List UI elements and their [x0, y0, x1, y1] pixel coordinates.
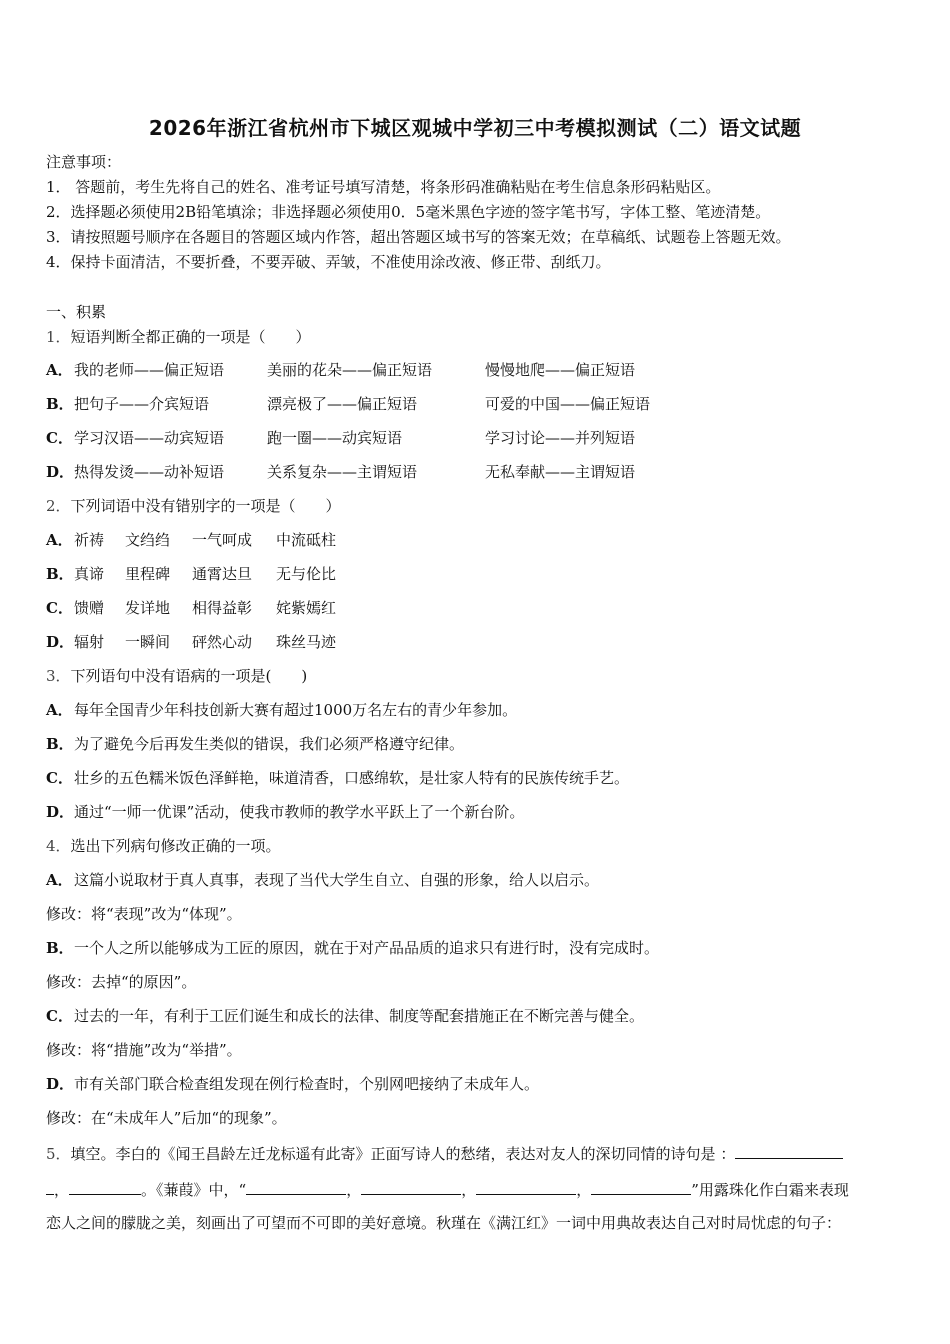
- punctuation: ，: [54, 1181, 70, 1199]
- option-c: [46, 1006, 644, 1026]
- option-part: 可爱的中国——偏正短语: [485, 395, 651, 413]
- option-b: [46, 394, 74, 414]
- notice-heading: 注意事项：: [46, 153, 122, 171]
- option-label: D．: [46, 803, 75, 821]
- page-title: 2026年浙江省杭州市下城区观城中学初三中考模拟测试（二）语文试题: [148, 116, 802, 140]
- option-part: 辐射: [74, 633, 105, 651]
- notice-item: 3．请按照题号顺序在各题目的答题区域内作答，超出答题区域书写的答案无效；在草稿纸、试题卷上答题无效。: [46, 228, 791, 246]
- punctuation: ，: [346, 1181, 362, 1199]
- question-1: [46, 327, 311, 347]
- answer-blank[interactable]: [246, 1178, 346, 1195]
- option-label: A．: [46, 531, 73, 549]
- option-b: [46, 938, 659, 958]
- option-d: [46, 462, 74, 482]
- option-part: 热得发烫——动补短语: [74, 463, 225, 481]
- option-part: 相得益彰: [192, 599, 253, 617]
- question-5: [46, 1142, 843, 1164]
- option-label: A．: [46, 871, 73, 889]
- option-part: 我的老师——偏正短语: [74, 361, 225, 379]
- question-stem: 短语判断全都正确的一项是（ ）: [70, 328, 311, 346]
- question-2: [46, 496, 341, 516]
- question-number: 2．: [46, 497, 71, 515]
- notice-item: 2．选择题必须使用2B铅笔填涂；非选择题必须使用0．5毫米黑色字迹的签字笔书写，字体工整、笔迹清楚。: [46, 203, 771, 221]
- option-c: [46, 768, 629, 788]
- option-part: 馈赠: [74, 599, 105, 617]
- option-a: [46, 700, 517, 720]
- notice-item: 4．保持卡面清洁，不要折叠，不要弄破、弄皱，不准使用涂改液、修正带、刮纸刀。: [46, 253, 611, 271]
- question-number: 5．: [46, 1145, 71, 1163]
- question-text: 。《蒹葭》中，“: [141, 1181, 247, 1199]
- option-fix: 修改：将“措施”改为“举措”。: [46, 1041, 242, 1059]
- option-d: [46, 802, 524, 822]
- option-part: 发详地: [125, 599, 171, 617]
- question-stem: 填空。李白的《闻王昌龄左迁龙标遥有此寄》正面写诗人的愁绪，表达对友人的深切同情的诗句是 ：: [70, 1145, 736, 1163]
- answer-blank[interactable]: [46, 1178, 54, 1195]
- question-3: [46, 666, 307, 686]
- option-label: D．: [46, 633, 75, 651]
- option-text: 过去的一年，有利于工匠们诞生和成长的法律、制度等配套措施正在不断完善与健全。: [74, 1007, 645, 1025]
- option-d: [46, 1074, 539, 1094]
- option-b: [46, 734, 464, 754]
- question-text: ”用露珠化作白霜来表现: [691, 1181, 849, 1199]
- question-number: 4．: [46, 837, 71, 855]
- notice-item: 1． 答题前，考生先将自己的姓名、准考证号填写清楚，将条形码准确粘贴在考生信息条形码粘贴区。: [46, 178, 721, 196]
- option-part: 跑一圈——动宾短语: [267, 429, 403, 447]
- section-heading: 一、积累: [46, 303, 107, 321]
- option-label: C．: [46, 429, 73, 447]
- option-text: 壮乡的五色糯米饭色泽鲜艳，味道清香，口感绵软，是壮家人特有的民族传统手艺。: [74, 769, 630, 787]
- option-label: B．: [46, 565, 74, 583]
- option-a: [46, 870, 599, 890]
- option-label: C．: [46, 769, 73, 787]
- option-part: 把句子——介宾短语: [74, 395, 210, 413]
- option-b: [46, 564, 74, 584]
- option-part: 里程碑: [125, 565, 171, 583]
- option-text: 为了避免今后再发生类似的错误，我们必须严格遵守纪律。: [74, 735, 465, 753]
- option-label: B．: [46, 735, 74, 753]
- answer-blank[interactable]: [591, 1178, 691, 1195]
- option-label: B．: [46, 395, 74, 413]
- question-stem: 选出下列病句修改正确的一项。: [70, 837, 281, 855]
- option-part: 学习讨论——并列短语: [485, 429, 636, 447]
- option-label: B．: [46, 939, 74, 957]
- answer-blank[interactable]: [476, 1178, 576, 1195]
- option-part: 文绉绉: [125, 531, 171, 549]
- question-stem: 下列词语中没有错别字的一项是（ ）: [70, 497, 341, 515]
- question-number: 3．: [46, 667, 71, 685]
- option-text: 一个人之所以能够成为工匠的原因，就在于对产品品质的追求只有进行时，没有完成时。: [74, 939, 660, 957]
- punctuation: ，: [576, 1181, 592, 1199]
- option-part: 珠丝马迹: [276, 633, 337, 651]
- option-part: 一气呵成: [192, 531, 253, 549]
- option-text: 市有关部门联合检查组发现在例行检查时，个别网吧接纳了未成年人。: [74, 1075, 540, 1093]
- option-part: 姹紫嫣红: [276, 599, 337, 617]
- question-stem: 下列语句中没有语病的一项是( ): [70, 667, 308, 685]
- option-label: C．: [46, 1007, 73, 1025]
- option-part: 中流砥柱: [276, 531, 337, 549]
- option-part: 祈祷: [74, 531, 105, 549]
- option-label: D．: [46, 1075, 75, 1093]
- option-label: C．: [46, 599, 73, 617]
- option-fix: 修改：将“表现”改为“体现”。: [46, 905, 242, 923]
- option-fix: 修改：去掉“的原因”。: [46, 973, 197, 991]
- option-text: 这篇小说取材于真人真事，表现了当代大学生自立、自强的形象，给人以启示。: [74, 871, 600, 889]
- punctuation: ，: [461, 1181, 477, 1199]
- option-part: 通霄达旦: [192, 565, 253, 583]
- question-4: [46, 836, 281, 856]
- option-a: [46, 530, 74, 550]
- question-5-line-2: [46, 1178, 849, 1200]
- option-label: A．: [46, 701, 73, 719]
- option-part: 漂亮极了——偏正短语: [267, 395, 418, 413]
- option-part: 真谛: [74, 565, 105, 583]
- option-label: A．: [46, 361, 73, 379]
- option-label: D．: [46, 463, 75, 481]
- option-part: 慢慢地爬——偏正短语: [485, 361, 636, 379]
- question-5-line-3: 恋人之间的朦胧之美，刻画出了可望而不可即的美好意境。秋瑾在《满江红》一词中用典故表达自己对时局忧虑的句子：: [46, 1214, 842, 1232]
- answer-blank[interactable]: [69, 1178, 141, 1195]
- option-text: 通过“一师一优课”活动，使我市教师的教学水平跃上了一个新台阶。: [74, 803, 525, 821]
- option-part: 美丽的花朵——偏正短语: [267, 361, 433, 379]
- option-part: 一瞬间: [125, 633, 171, 651]
- option-text: 每年全国青少年科技创新大赛有超过1000万名左右的青少年参加。: [74, 701, 518, 719]
- answer-blank[interactable]: [735, 1142, 843, 1159]
- option-fix: 修改：在“未成年人”后加“的现象”。: [46, 1109, 287, 1127]
- answer-blank[interactable]: [361, 1178, 461, 1195]
- option-part: 无私奉献——主谓短语: [485, 463, 636, 481]
- option-part: 关系复杂——主谓短语: [267, 463, 418, 481]
- option-part: 砰然心动: [192, 633, 253, 651]
- option-part: 无与伦比: [276, 565, 337, 583]
- option-a: [46, 360, 74, 380]
- option-c: [46, 428, 74, 448]
- question-number: 1．: [46, 328, 71, 346]
- option-c: [46, 598, 74, 618]
- option-d: [46, 632, 74, 652]
- option-part: 学习汉语——动宾短语: [74, 429, 225, 447]
